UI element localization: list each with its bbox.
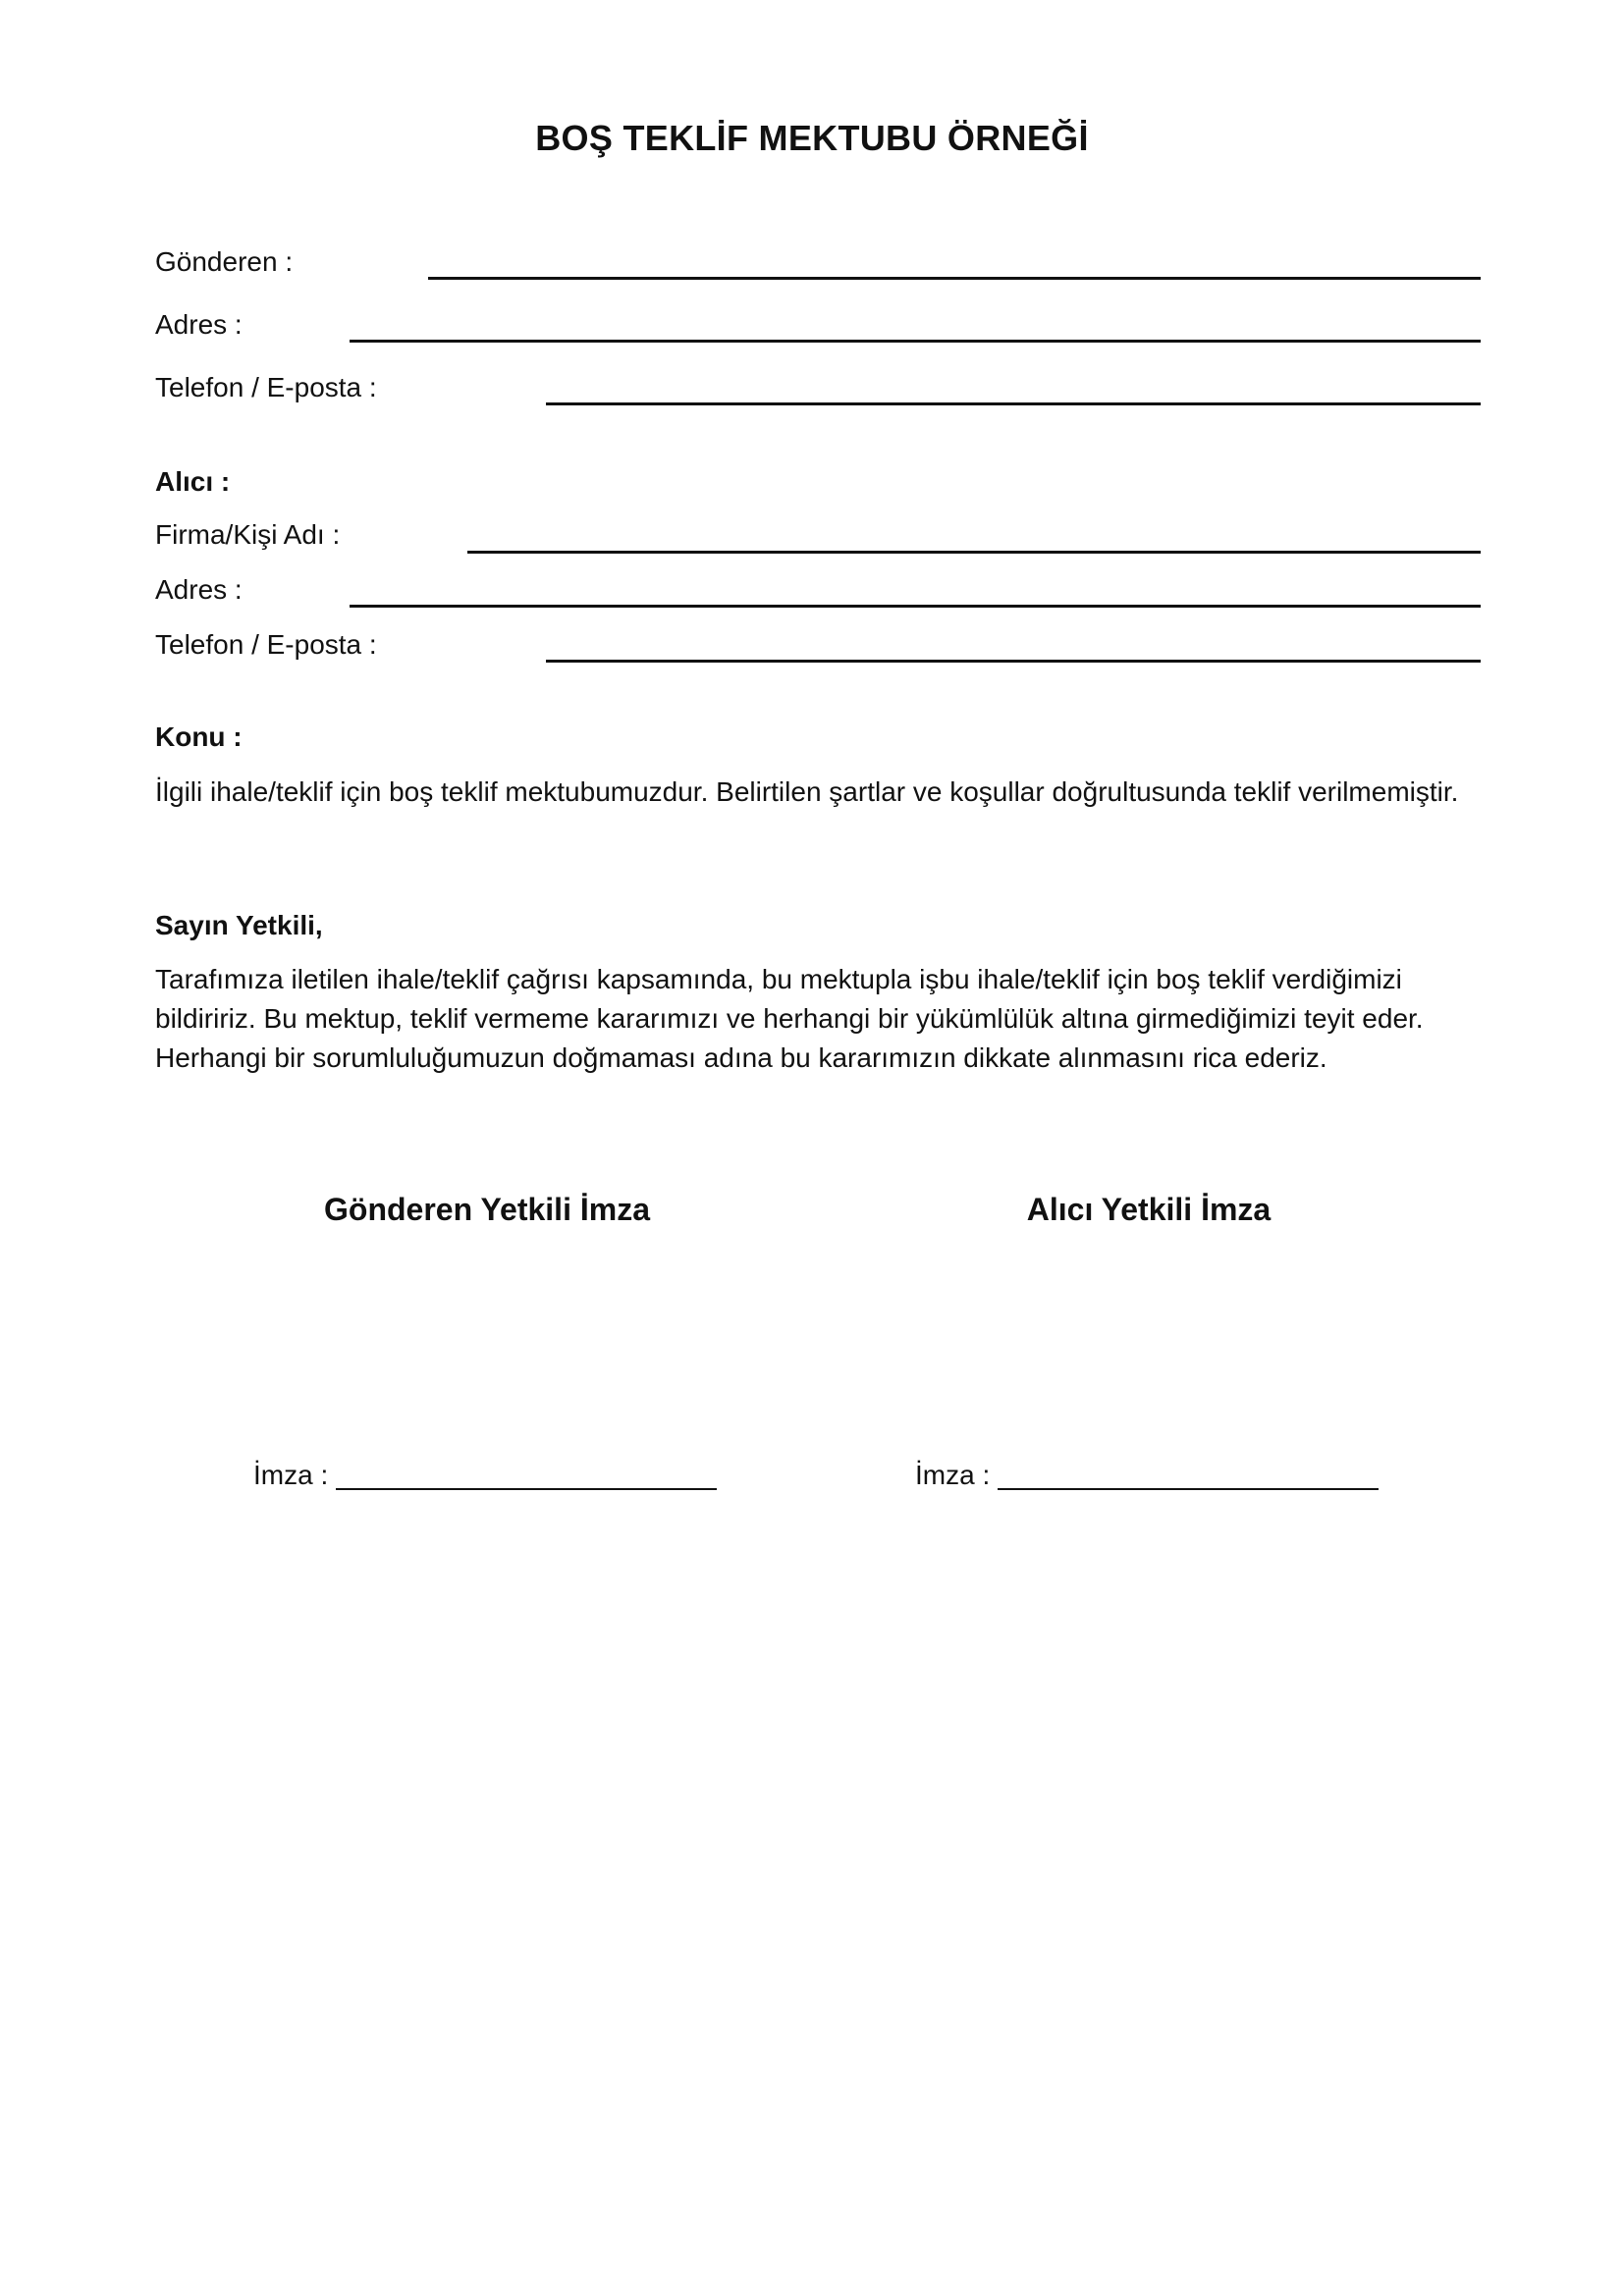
sender-signature-field (253, 1459, 717, 1492)
body-paragraph (155, 960, 1500, 1078)
sender-contact-label: Telefon / E-posta : (155, 372, 377, 402)
sender-name-line (428, 277, 1481, 280)
subject-heading: Konu : (155, 721, 243, 752)
sender-signature-label: İmza : (253, 1460, 329, 1490)
recipient-name-label: Firma/Kişi Adı : (155, 519, 341, 550)
subject-text: İlgili ihale/teklif için boş teklif mektubumuzdur. Belirtilen şartlar ve koşullar doğrultusunda teklif verilmemiştir. (155, 776, 1459, 807)
recipient-signature-heading: Alıcı Yetkili İmza (1026, 1192, 1272, 1227)
sender-signature-heading: Gönderen Yetkili İmza (324, 1192, 650, 1227)
sender-signature-line (336, 1488, 717, 1490)
recipient-contact-label: Telefon / E-posta : (155, 629, 377, 660)
salutation: Sayın Yetkili, (155, 910, 323, 940)
body-line: bildiririz. Bu mektup, teklif vermeme kararımızı ve herhangi bir yükümlülük altına girmediğimizi teyit eder. (155, 1003, 1424, 1034)
recipient-address-label: Adres : (155, 574, 243, 605)
document-title: BOŞ TEKLİF MEKTUBU ÖRNEĞİ (535, 118, 1089, 158)
recipient-heading: Alıcı : (155, 466, 231, 497)
recipient-signature-line (998, 1488, 1379, 1490)
sender-name-label: Gönderen : (155, 246, 294, 277)
recipient-signature-label: İmza : (915, 1460, 991, 1490)
sender-address-label: Adres : (155, 309, 243, 340)
body-line: Tarafımıza iletilen ihale/teklif çağrısı kapsamında, bu mektupla işbu ihale/teklif için boş teklif verdiğimizi (155, 964, 1402, 994)
body-line: Herhangi bir sorumluluğumuzun doğmaması adına bu kararımızın dikkate alınmasını rica ederiz. (155, 1042, 1327, 1073)
recipient-name-line (467, 551, 1481, 554)
recipient-signature-field (915, 1459, 1379, 1492)
sender-address-line (350, 340, 1481, 343)
recipient-address-line (350, 605, 1481, 608)
recipient-contact-line (546, 660, 1481, 663)
sender-contact-line (546, 402, 1481, 405)
